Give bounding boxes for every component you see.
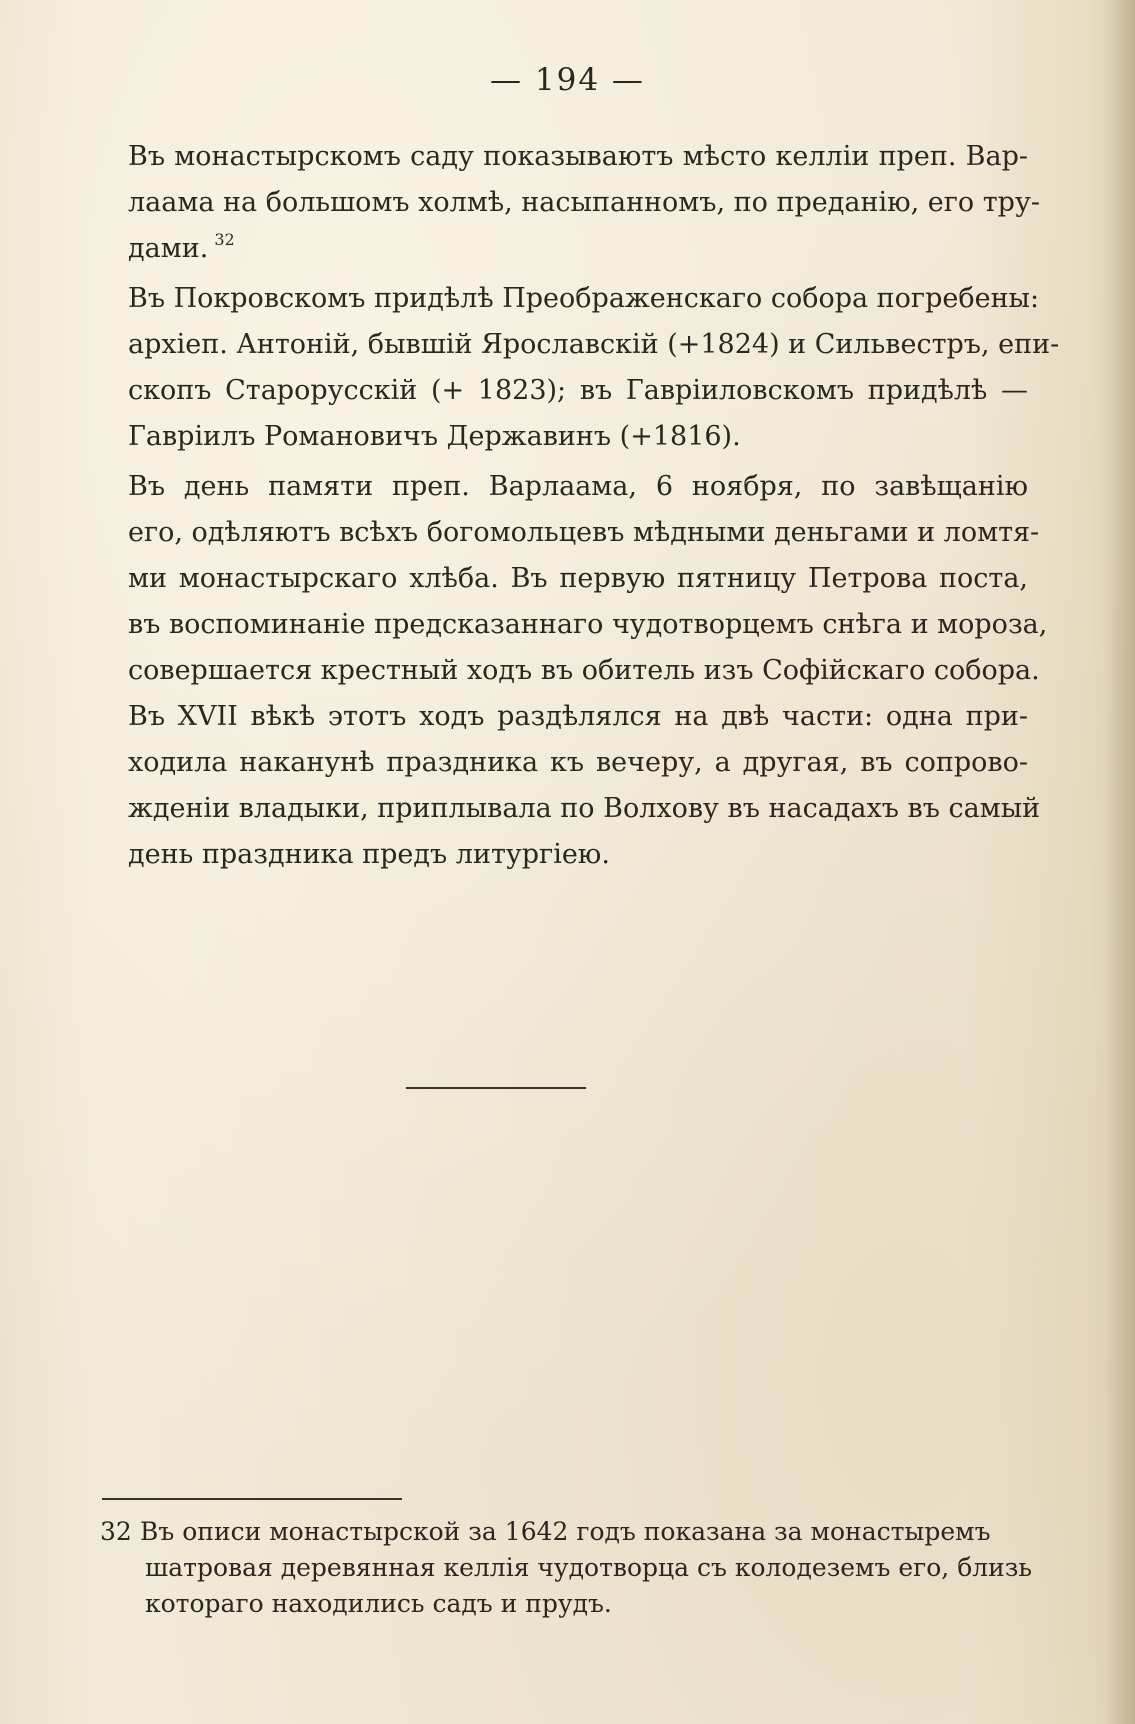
text-line: Въ день памяти преп. Варлаама, 6 ноября, по завѣщанію bbox=[128, 471, 1028, 502]
footnote-rule bbox=[102, 1498, 402, 1500]
text-line-content: дами. bbox=[128, 233, 209, 264]
paragraph bbox=[128, 464, 1048, 878]
section-separator bbox=[406, 1087, 586, 1089]
paragraph bbox=[128, 276, 1060, 460]
text-line: ходила наканунѣ праздника къ вечеру, а другая, въ сопрово- bbox=[128, 747, 1028, 778]
footnote-line: шатровая деревянная келлія чудотворца съ колодеземъ его, близь bbox=[145, 1553, 1033, 1582]
text-line: его, одѣляютъ всѣхъ богомольцевъ мѣдными деньгами и ломтя- bbox=[128, 517, 1040, 548]
footnote bbox=[100, 1514, 1040, 1622]
paragraph bbox=[128, 134, 1040, 272]
text-line: архіеп. Антоній, бывшій Ярославскій (+1824) и Сильвестръ, епи- bbox=[128, 329, 1060, 360]
text-line: Въ монастырскомъ саду показываютъ мѣсто келліи преп. Вар- bbox=[128, 141, 1028, 172]
text-line: Гавріилъ Романовичъ Державинъ (+1816). bbox=[128, 421, 741, 452]
text-line: жденіи владыки, приплывала по Волхову въ насадахъ въ самый bbox=[128, 793, 1041, 824]
text-line: скопъ Старорусскій (+ 1823); въ Гавріиловскомъ придѣлѣ — bbox=[128, 375, 1028, 406]
footnote-line bbox=[100, 1514, 1040, 1550]
footnote-text: Въ описи монастырской за 1642 годъ показана за монастыремъ bbox=[140, 1517, 991, 1546]
text-line: въ воспоминаніе предсказаннаго чудотворцемъ снѣга и мороза, bbox=[128, 609, 1048, 640]
text-line: лаама на большомъ холмѣ, насыпанномъ, по преданію, его тру- bbox=[128, 187, 1040, 218]
footnote-reference[interactable]: 32 bbox=[214, 230, 235, 249]
page-number: — 194 — bbox=[490, 62, 645, 98]
footnote-number: 32 bbox=[100, 1517, 132, 1546]
footnote-line: котораго находились садъ и прудъ. bbox=[145, 1589, 612, 1618]
text-line: ми монастырскаго хлѣба. Въ первую пятницу Петрова поста, bbox=[128, 563, 1028, 594]
page-edge-shadow bbox=[1105, 0, 1135, 1724]
text-line bbox=[128, 226, 1028, 272]
text-line: Въ XVII вѣкѣ этотъ ходъ раздѣлялся на двѣ части: одна при- bbox=[128, 701, 1028, 732]
body-text bbox=[128, 134, 1060, 882]
text-line: день праздника предъ литургіею. bbox=[128, 839, 610, 870]
text-line: Въ Покровскомъ придѣлѣ Преображенскаго собора погребены: bbox=[128, 283, 1040, 314]
text-line: совершается крестный ходъ въ обитель изъ Софійскаго собора. bbox=[128, 655, 1040, 686]
